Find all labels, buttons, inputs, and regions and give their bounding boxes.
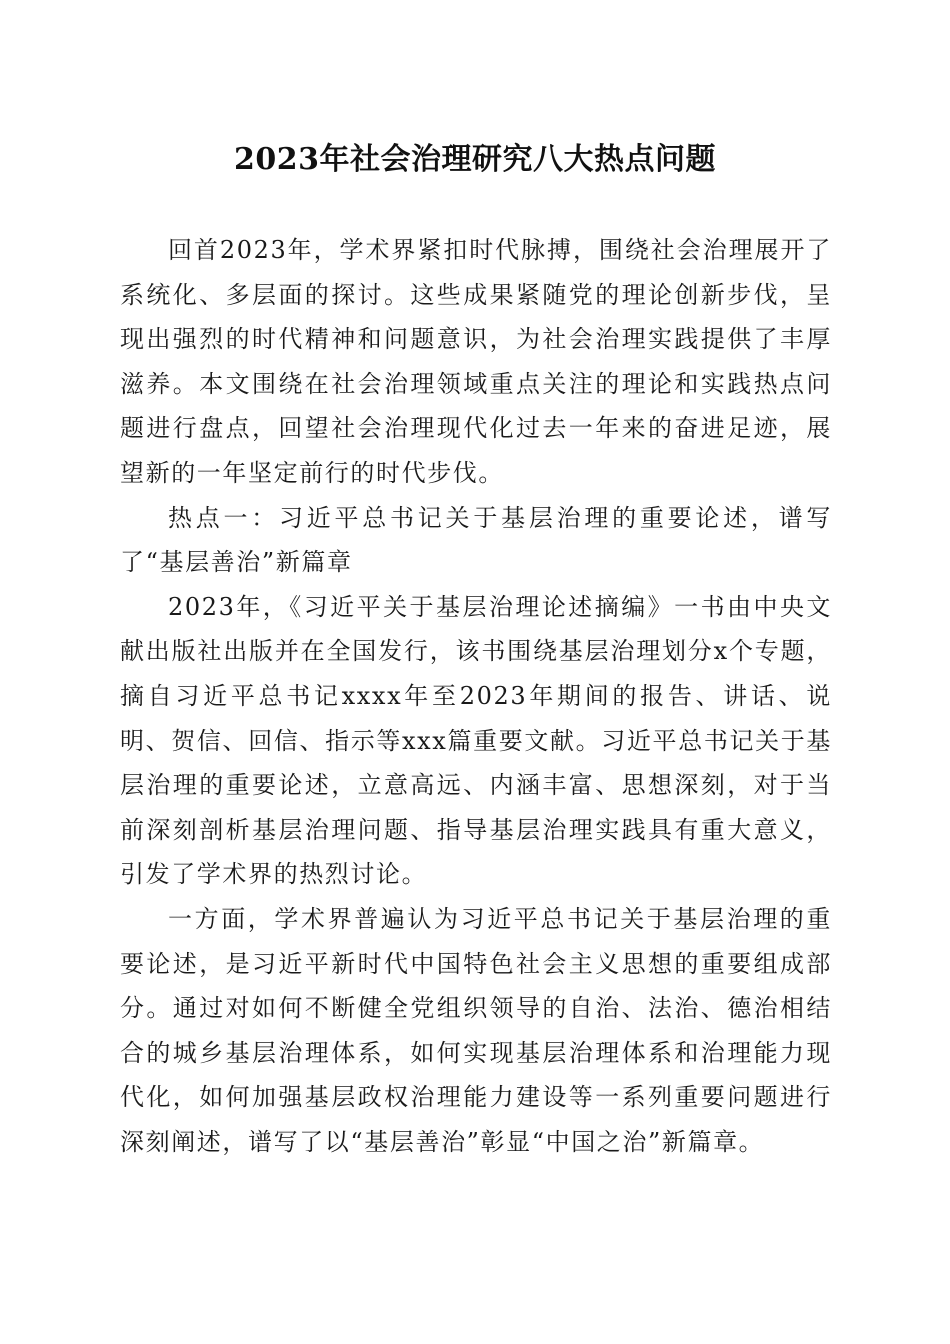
body-paragraph: 2023年，《习近平关于基层治理论述摘编》一书由中央文献出版社出版并在全国发行，该书围绕基层治理划分x个专题，摘自习近平总书记xxxx年至2023年期间的报告、讲话、说明、贺信、回信、指示等xxx篇重要文献。习近平总书记关于基层治理的重要论述，立意高远、内涵丰富、思想深刻，对于当前深刻剖析基层治理问题、指导基层治理实践具有重大意义，引发了学术界的热烈讨论。	[120, 592, 832, 889]
document-body	[120, 228, 832, 1164]
body-paragraph: 一方面，学术界普遍认为习近平总书记关于基层治理的重要论述，是习近平新时代中国特色社会主义思想的重要组成部分。通过对如何不断健全党组织领导的自治、法治、德治相结合的城乡基层治理体系，如何实现基层治理体系和治理能力现代化，如何加强基层政权治理能力建设等一系列重要问题进行深刻阐述，谱写了以“基层善治”彰显“中国之治”新篇章。	[120, 904, 832, 1156]
document-title: 2023年社会治理研究八大热点问题	[234, 142, 716, 177]
intro-paragraph: 回首2023年，学术界紧扣时代脉搏，围绕社会治理展开了系统化、多层面的探讨。这些成果紧随党的理论创新步伐，呈现出强烈的时代精神和问题意识，为社会治理实践提供了丰厚滋养。本文围绕在社会治理领域重点关注的理论和实践热点问题进行盘点，回望社会治理现代化过去一年来的奋进足迹，展望新的一年坚定前行的时代步伐。	[120, 236, 832, 487]
section-heading-hotspot-1: 热点一：习近平总书记关于基层治理的重要论述，谱写了“基层善治”新篇章	[120, 503, 832, 577]
